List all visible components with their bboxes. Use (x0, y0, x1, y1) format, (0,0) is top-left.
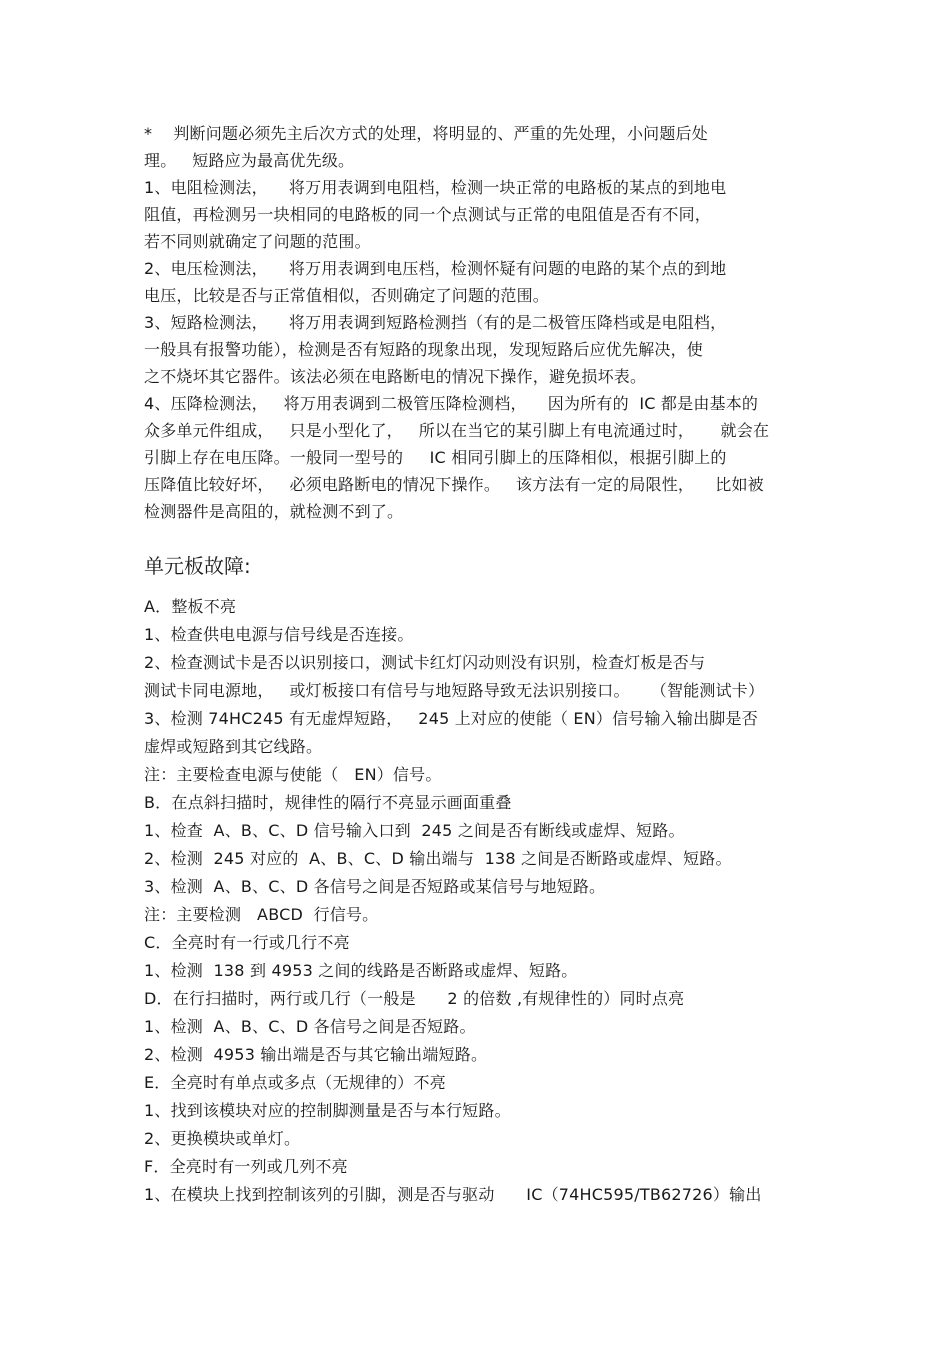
fault-line: 1、检测 A、B、C、D 各信号之间是否短路。 (144, 1017, 476, 1036)
fault-line: 3、检测 A、B、C、D 各信号之间是否短路或某信号与地短路。 (144, 877, 606, 896)
fault-line: 1、检查供电电源与信号线是否连接。 (144, 625, 414, 644)
fault-line: 2、更换模块或单灯。 (144, 1129, 301, 1148)
fault-line: 虚焊或短路到其它线路。 (144, 737, 323, 756)
intro-line: 4、压降检测法， 将万用表调到二极管压降检测档， 因为所有的 IC 都是由基本的 (144, 394, 759, 413)
fault-line: 2、检测 245 对应的 A、B、C、D 输出端与 138 之间是否断路或虚焊、短路。 (144, 849, 732, 868)
fault-heading: C．全亮时有一行或几行不亮 (144, 933, 350, 952)
intro-line: 1、电阻检测法， 将万用表调到电阻档，检测一块正常的电路板的某点的到地电 (144, 178, 727, 197)
intro-line: 阻值，再检测另一块相同的电路板的同一个点测试与正常的电阻值是否有不同， (144, 205, 712, 224)
fault-line: 1、在模块上找到控制该列的引脚，测是否与驱动 IC（74HC595/TB62726）输出 (144, 1185, 762, 1204)
fault-line: 测试卡同电源地， 或灯板接口有信号与地短路导致无法识别接口。 （智能测试卡） (144, 681, 765, 700)
fault-line: 3、检测 74HC245 有无虚焊短路， 245 上对应的使能（ EN）信号输入输出脚是否 (144, 709, 758, 728)
fault-heading: F．全亮时有一列或几列不亮 (144, 1157, 348, 1176)
intro-line: 众多单元件组成， 只是小型化了， 所以在当它的某引脚上有电流通过时， 就会在 (144, 421, 770, 440)
fault-note: 注：主要检查电源与使能（ EN）信号。 (144, 765, 442, 784)
intro-line: 3、短路检测法， 将万用表调到短路检测挡（有的是二极管压降档或是电阻档， (144, 313, 727, 332)
intro-line: 电压，比较是否与正常值相似，否则确定了问题的范围。 (144, 286, 550, 305)
document-page (144, 120, 814, 1209)
intro-line: * 判断问题必须先主后次方式的处理，将明显的、严重的先处理，小问题后处 (144, 124, 708, 143)
fault-line: 2、检查测试卡是否以识别接口，测试卡红灯闪动则没有识别，检查灯板是否与 (144, 653, 706, 672)
fault-line: 2、检测 4953 输出端是否与其它输出端短路。 (144, 1045, 488, 1064)
fault-heading: B．在点斜扫描时，规律性的隔行不亮显示画面重叠 (144, 793, 512, 812)
fault-line: 1、检测 138 到 4953 之间的线路是否断路或虚焊、短路。 (144, 961, 578, 980)
section-heading: 单元板故障: (144, 554, 251, 578)
fault-note: 注：主要检测 ABCD 行信号。 (144, 905, 379, 924)
fault-heading: E．全亮时有单点或多点（无规律的）不亮 (144, 1073, 446, 1092)
intro-line: 理。 短路应为最高优先级。 (144, 151, 355, 170)
intro-line: 检测器件是高阻的，就检测不到了。 (144, 502, 404, 521)
intro-line: 之不烧坏其它器件。该法必须在电路断电的情况下操作，避免损坏表。 (144, 367, 647, 386)
fault-list (144, 593, 814, 1209)
intro-line: 引脚上存在电压降。一般同一型号的 IC 相同引脚上的压降相似，根据引脚上的 (144, 448, 727, 467)
intro-line: 2、电压检测法， 将万用表调到电压档，检测怀疑有问题的电路的某个点的到地 (144, 259, 727, 278)
intro-line: 若不同则就确定了问题的范围。 (144, 232, 371, 251)
intro-section (144, 120, 814, 525)
fault-heading: D．在行扫描时，两行或几行（一般是 2 的倍数 ,有规律性的）同时点亮 (144, 989, 685, 1008)
intro-line: 一般具有报警功能），检测是否有短路的现象出现，发现短路后应优先解决，使 (144, 340, 704, 359)
fault-heading: A．整板不亮 (144, 597, 237, 616)
intro-line: 压降值比较好坏， 必须电路断电的情况下操作。 该方法有一定的局限性， 比如被 (144, 475, 764, 494)
fault-line: 1、找到该模块对应的控制脚测量是否与本行短路。 (144, 1101, 511, 1120)
fault-line: 1、检查 A、B、C、D 信号输入口到 245 之间是否有断线或虚焊、短路。 (144, 821, 685, 840)
